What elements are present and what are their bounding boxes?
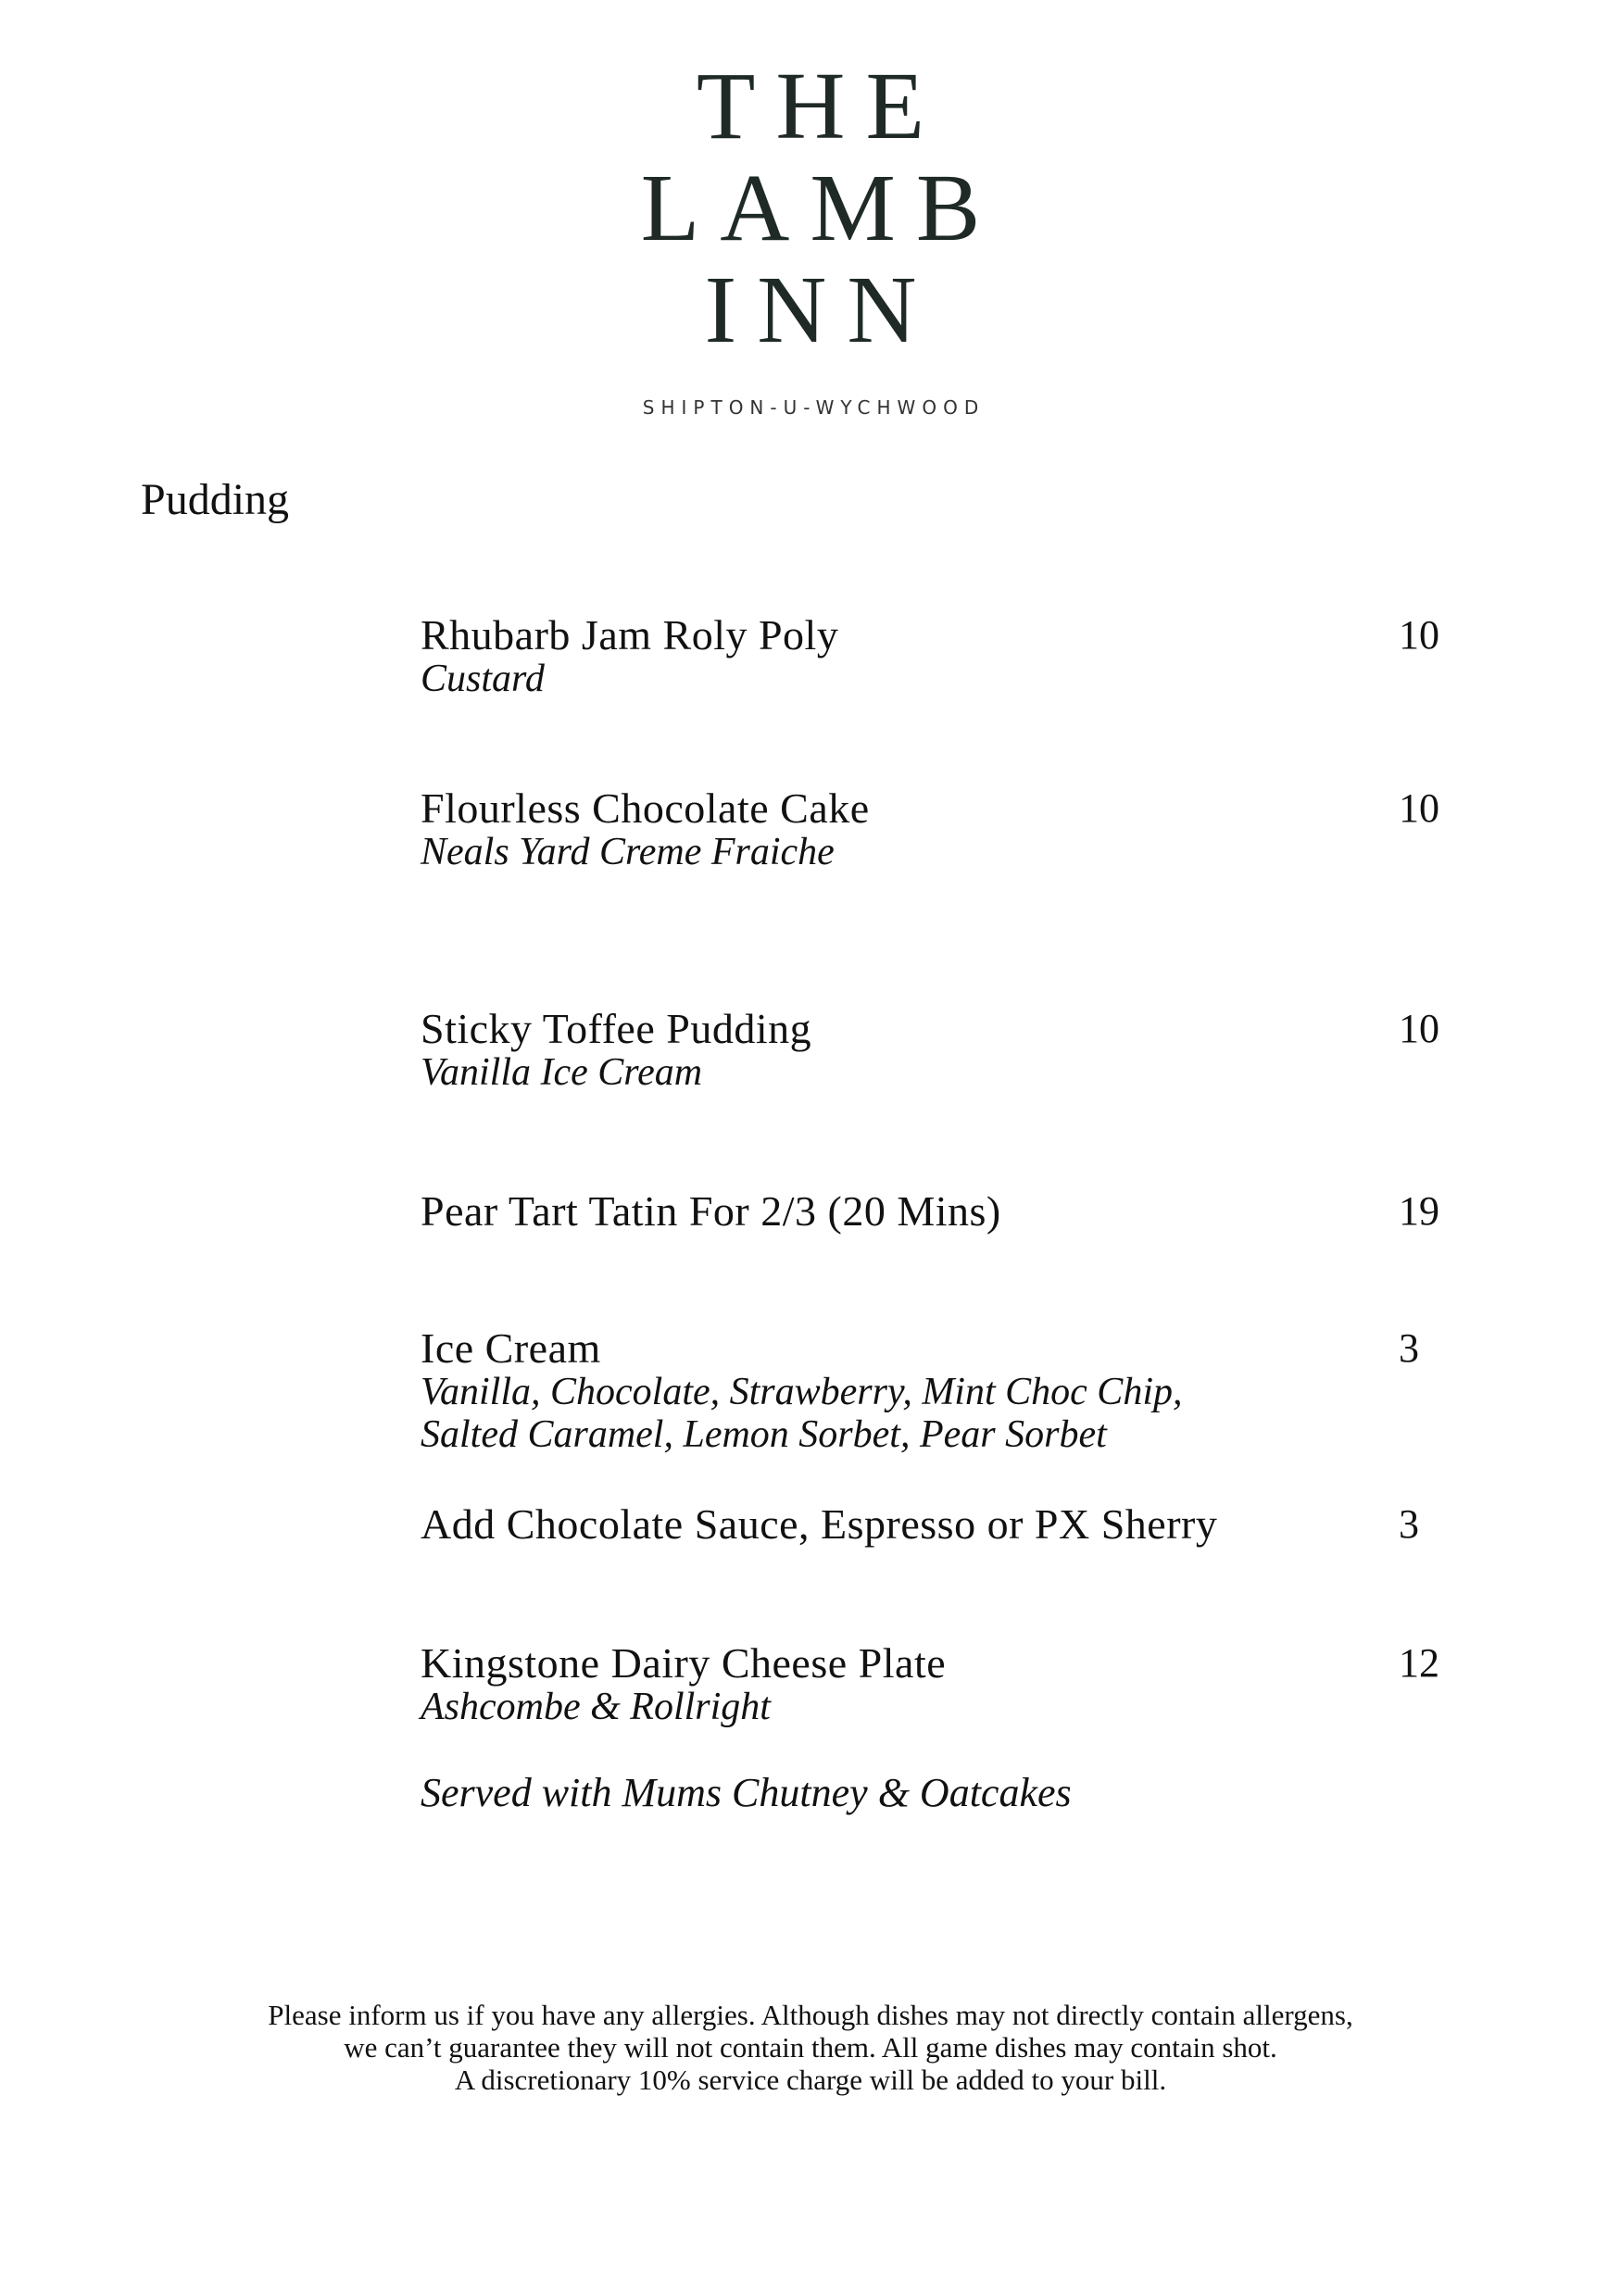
menu-item bbox=[421, 613, 1449, 700]
item-description: Custard bbox=[421, 658, 545, 700]
location-subtitle: SHIPTON-U-WYCHWOOD bbox=[642, 396, 986, 419]
menu-item bbox=[421, 786, 1449, 873]
item-price: 3 bbox=[1399, 1325, 1419, 1371]
item-description-line: Vanilla, Chocolate, Strawberry, Mint Choc Chip, bbox=[421, 1371, 1183, 1413]
item-name: Kingstone Dairy Cheese Plate bbox=[421, 1639, 947, 1687]
footer-line: Please inform us if you have any allergies. Although dishes may not directly contain allergens, bbox=[268, 1999, 1353, 2031]
item-price: 10 bbox=[1399, 785, 1439, 831]
item-description: Vanilla Ice Cream bbox=[421, 1051, 703, 1094]
item-name: Pear Tart Tatin For 2/3 (20 Mins) bbox=[421, 1187, 1001, 1235]
served-with-note: Served with Mums Chutney & Oatcakes bbox=[421, 1770, 1072, 1815]
footer-line: A discretionary 10% service charge will be added to your bill. bbox=[454, 2064, 1167, 2096]
item-price: 3 bbox=[1399, 1501, 1419, 1547]
logo-line-inn: INN bbox=[704, 257, 937, 363]
footer-line: we can’t guarantee they will not contain them. All game dishes may contain shot. bbox=[344, 2031, 1277, 2064]
item-price: 19 bbox=[1399, 1188, 1439, 1234]
menu-item bbox=[421, 1007, 1449, 1094]
menu-item bbox=[421, 1502, 1449, 1547]
item-price: 10 bbox=[1399, 612, 1439, 658]
item-description: Neals Yard Creme Fraiche bbox=[421, 831, 835, 873]
menu-item bbox=[421, 1641, 1449, 1728]
item-name: Ice Cream bbox=[421, 1324, 601, 1372]
logo-line-the: THE bbox=[696, 53, 946, 159]
footer-notice bbox=[0, 1999, 1621, 2096]
item-description: Ashcombe & Rollright bbox=[421, 1686, 771, 1728]
item-name: Sticky Toffee Pudding bbox=[421, 1005, 812, 1052]
item-description-line: Salted Caramel, Lemon Sorbet, Pear Sorbet bbox=[421, 1413, 1107, 1456]
menu-item bbox=[421, 1326, 1449, 1456]
section-title: Pudding bbox=[141, 475, 290, 524]
item-price: 12 bbox=[1399, 1640, 1439, 1686]
item-name: Add Chocolate Sauce, Espresso or PX Sherry bbox=[421, 1500, 1218, 1548]
item-name: Rhubarb Jam Roly Poly bbox=[421, 611, 839, 659]
logo bbox=[0, 53, 1621, 419]
menu-item bbox=[421, 1189, 1449, 1234]
item-name: Flourless Chocolate Cake bbox=[421, 784, 870, 832]
item-price: 10 bbox=[1399, 1006, 1439, 1051]
logo-line-lamb: LAMB bbox=[640, 155, 1001, 261]
